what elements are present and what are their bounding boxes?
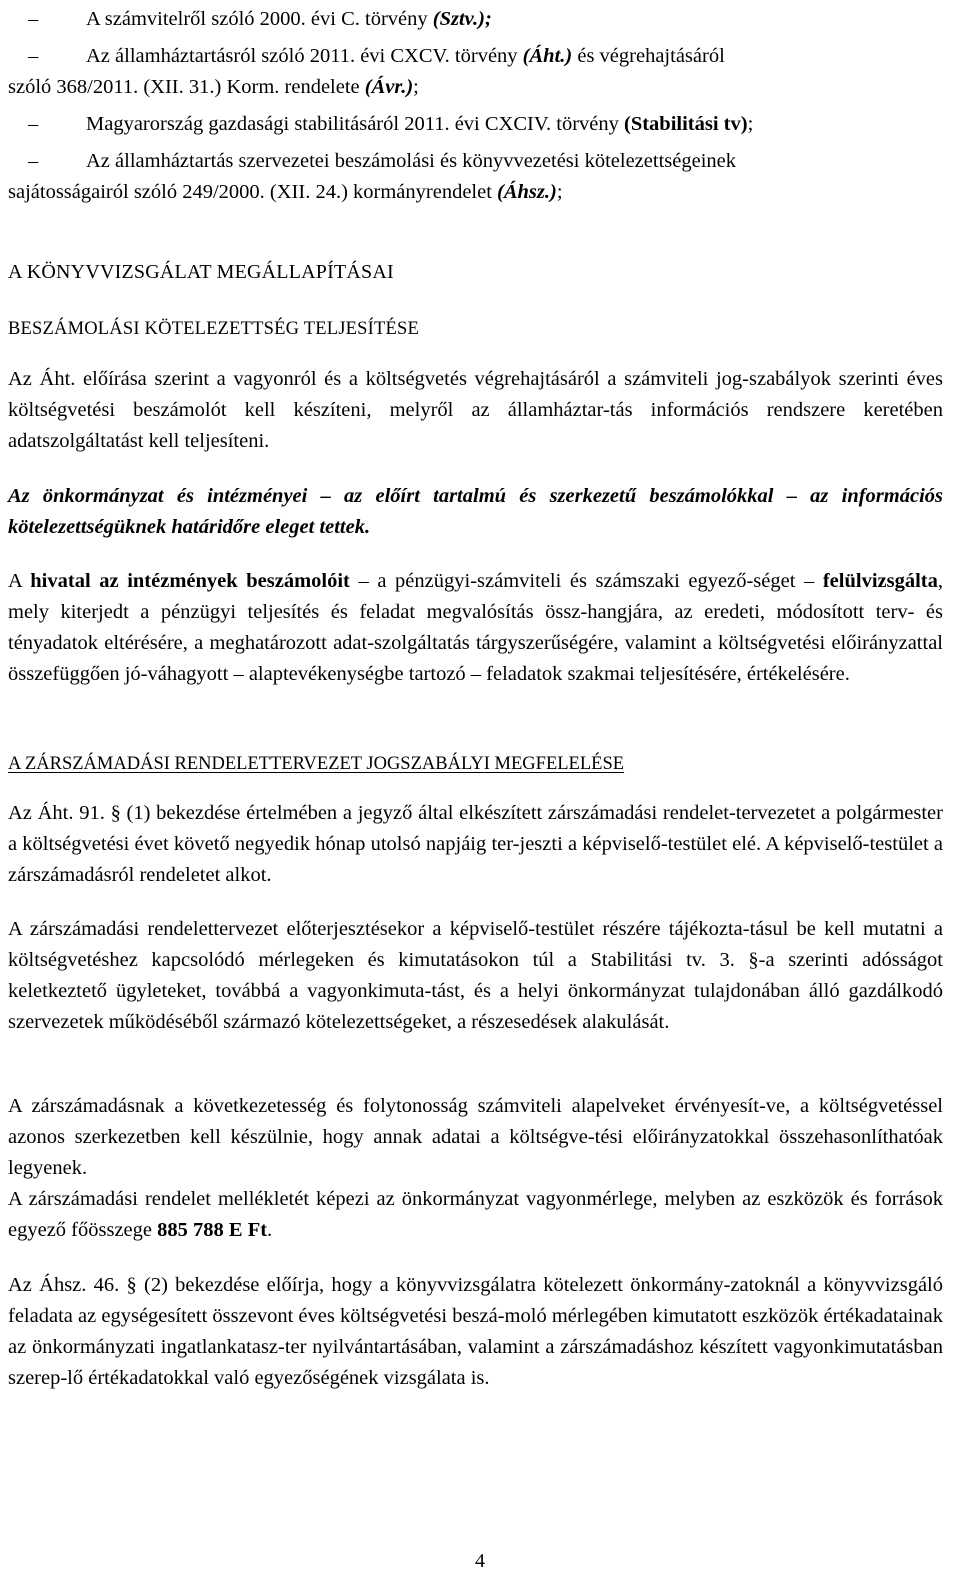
p3-text: – a pénzügyi-számviteli és számszaki egyező-séget –	[349, 570, 823, 592]
list-text: ;	[747, 113, 754, 135]
section-heading-legal-compliance: A ZÁRSZÁMADÁSI RENDELETTERVEZET JOGSZABÁLYI MEGFELELÉSE	[8, 754, 625, 774]
list-dash: –	[28, 113, 39, 135]
paragraph-balance-sheet	[8, 1184, 943, 1246]
list-item	[8, 109, 943, 140]
p7-text: A zárszámadási rendelet mellékletét képezi az önkormányzat vagyonmérlege, melyben az eszközök és források egyező főösszege	[8, 1188, 943, 1241]
list-text: és végrehajtásáról	[572, 45, 725, 67]
paragraph-reporting-obligation: Az Áht. előírása szerint a vagyonról és a költségvetés végrehajtásáról a számviteli jog-szabályok szerinti éves költségvetési beszámolót kell készíteni, melyről az államháztar-tás információs rendszere keretében adatszolgáltatást kell teljesíteni.	[8, 368, 943, 452]
list-text: ;	[556, 181, 563, 203]
p7-text: .	[267, 1219, 273, 1241]
paragraph-consistency: A zárszámadásnak a következetesség és folytonosság számviteli alapelveket érvényesít-ve, a költségvetéssel azonos szerkezetben kell készülnie, hogy annak adatai a költségve-tési előirányzatokkal összehasonlíthatóak legyenek.	[8, 1095, 943, 1179]
list-abbrev: (Sztv.);	[432, 8, 492, 30]
list-item	[8, 146, 943, 208]
list-text: ;	[413, 76, 419, 98]
list-text: Az államháztartásról szóló 2011. évi CXCV. törvény	[86, 45, 523, 67]
list-text: szóló 368/2011. (XII. 31.) Korm. rendelete	[8, 76, 365, 98]
legislation-list	[8, 4, 943, 208]
list-item	[8, 41, 943, 103]
paragraph-review	[8, 566, 943, 690]
list-text: sajátosságairól szóló 249/2000. (XII. 24.) kormányrendelet	[8, 181, 498, 203]
p3-text: A	[8, 570, 31, 592]
subsection-heading-reporting: BESZÁMOLÁSI KÖTELEZETTSÉG TELJESÍTÉSE	[8, 319, 419, 339]
p3-emphasis: hivatal az intézmények beszámolóit	[30, 570, 350, 592]
list-item	[8, 4, 943, 35]
balance-total: 885 788 E Ft	[157, 1219, 268, 1241]
list-text: A számvitelről szóló 2000. évi C. törvény	[86, 8, 433, 30]
p3-text: , mely kiterjedt a pénzügyi teljesítés és feladat megvalósítás össz-hangjára, az eredeti, módosított terv- és tényadatok eltérésére, a meghatározott adat-szolgáltatás tárgyszerűségére, valamint a költségvetési előirányzattal összefüggően jó-váhagyott – alaptevékenységbe tartozó – feladatok szakmai teljesítésére, értékelésére.	[8, 570, 943, 685]
list-dash: –	[28, 45, 39, 67]
list-abbrev: (Ávr.)	[364, 76, 414, 98]
list-abbrev: (Áht.)	[522, 45, 573, 67]
paragraph-aht-91: Az Áht. 91. § (1) bekezdése értelmében a jegyző által elkészített zárszámadási rendelet-tervezetet a polgármester a költségvetési évet követő negyedik hónap utolsó napjáig ter-jeszti a képviselő-testület elé. A képviselő-testület a zárszámadásról rendeletet alkot.	[8, 802, 943, 886]
paragraph-conclusion: Az önkormányzat és intézményei – az előírt tartalmú és szerkezetű beszámolókkal – az információs kötelezettségüknek határidőre eleget tettek.	[8, 485, 943, 538]
page-number: 4	[475, 1550, 485, 1572]
list-dash: –	[28, 8, 39, 30]
paragraph-ahsz-46: Az Áhsz. 46. § (2) bekezdése előírja, hogy a könyvvizsgálatra kötelezett önkormány-zatoknál a könyvvizsgáló feladata az egységesített összevont éves költségvetési beszá-moló mérlegében kimutatott eszközök értékadatainak az önkormányzati ingatlankatasz-ter nyilvántartásában, valamint a zárszámadáshoz készített vagyonkimutatásban szerep-lő értékadatokkal való egyezőségének vizsgálata is.	[8, 1274, 943, 1389]
section-heading-findings: A KÖNYVVIZSGÁLAT MEGÁLLAPÍTÁSAI	[8, 261, 394, 283]
list-text: Az államháztartás szervezetei beszámolási és könyvvezetési kötelezettségeinek	[86, 150, 736, 172]
paragraph-submission-info: A zárszámadási rendelettervezet előterjesztésekor a képviselő-testület részére tájékozta-tásul be kell mutatni a költségvetéshez kapcsolódó mérlegeken és kimutatásokon túl a Stabilitási tv. 3. §-a szerinti adósságot keletkeztető ügyleteket, továbbá a vagyonkimuta-tást, és a helyi önkormányzat tulajdonában álló gazdálkodó szervezetek működéséből származó kötelezettségeket, a részesedések alakulását.	[8, 918, 943, 1033]
list-text: Magyarország gazdasági stabilitásáról 2011. évi CXCIV. törvény	[86, 113, 624, 135]
list-abbrev: (Áhsz.)	[497, 181, 557, 203]
list-dash: –	[28, 150, 39, 172]
p3-emphasis: felülvizsgálta	[822, 570, 938, 592]
list-abbrev: (Stabilitási tv)	[624, 113, 748, 135]
